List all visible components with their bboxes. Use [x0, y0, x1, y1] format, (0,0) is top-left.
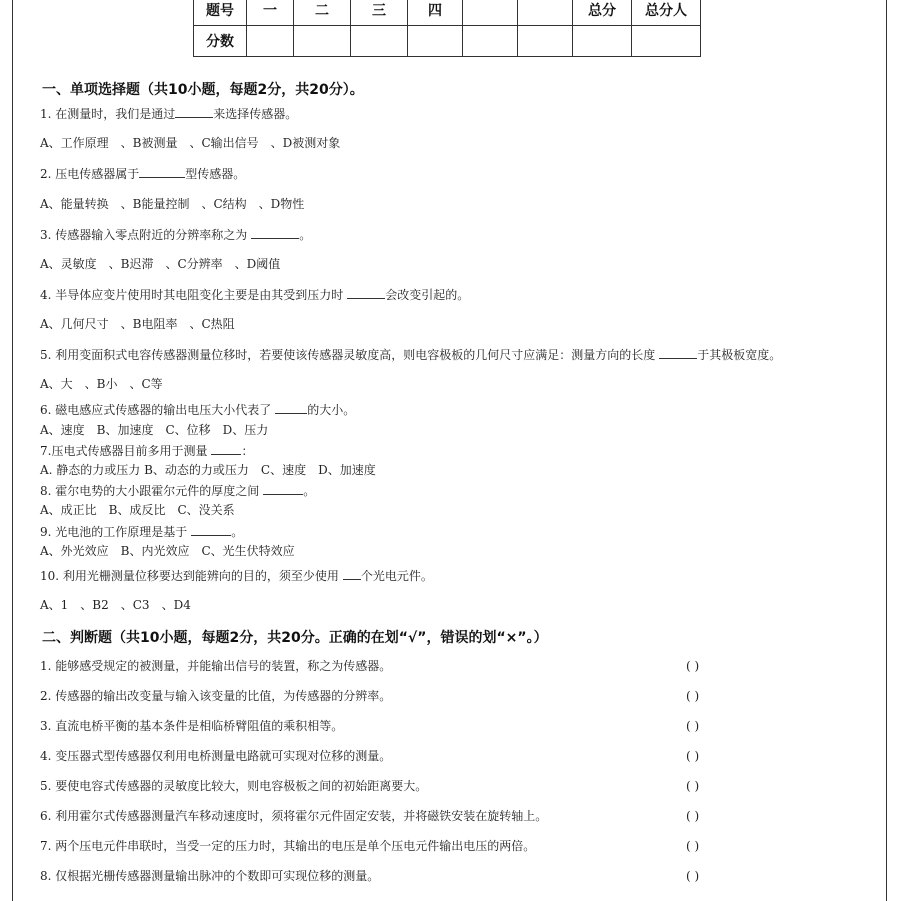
- score-row-label: 分数: [194, 26, 247, 57]
- score-cell[interactable]: [632, 26, 701, 57]
- answer-parentheses[interactable]: ( ): [686, 779, 700, 793]
- section1-heading: 一、单项选择题（共10小题，每题2分，共20分）。: [42, 82, 364, 98]
- answer-parentheses[interactable]: ( ): [686, 809, 700, 823]
- answer-parentheses[interactable]: ( ): [686, 719, 700, 733]
- judgment-item-2: 2. 传感器的输出改变量与输入该变量的比值，为传感器的分辨率。: [40, 689, 392, 703]
- score-cell[interactable]: [408, 26, 463, 57]
- answer-blank[interactable]: [251, 226, 299, 239]
- score-header-cell: 总分: [573, 0, 632, 26]
- judgment-item-1: 1. 能够感受规定的被测量，并能输出信号的装置，称之为传感器。: [40, 659, 392, 673]
- question-7-options: A. 静态的力或压力 B、动态的力或压力 C、速度 D、加速度: [40, 463, 376, 477]
- score-cell[interactable]: [573, 26, 632, 57]
- question-5: 5. 利用变面积式电容传感器测量位移时，若要使该传感器灵敏度高，则电容极板的几何尺寸应满足：测量方向的长度 于其极板宽度。: [40, 348, 782, 362]
- score-header-cell: 四: [408, 0, 463, 26]
- answer-parentheses[interactable]: ( ): [686, 839, 700, 853]
- score-header-cell: 三: [351, 0, 408, 26]
- score-header-cell: [518, 0, 573, 26]
- question-2-options: A、能量转换 、B能量控制 、C结构 、D物性: [40, 197, 305, 211]
- score-header-cell: 一: [247, 0, 294, 26]
- answer-blank[interactable]: [659, 346, 697, 359]
- answer-parentheses[interactable]: ( ): [686, 749, 700, 763]
- question-2: 2. 压电传感器属于 型传感器。: [40, 167, 246, 181]
- question-4: 4. 半导体应变片使用时其电阻变化主要是由其受到压力时 会改变引起的。: [40, 288, 470, 302]
- score-header-cell: 题号: [194, 0, 247, 26]
- question-1: 1. 在测量时，我们是通过 来选择传感器。: [40, 107, 298, 121]
- question-8-options: A、成正比 B、成反比 C、没关系: [40, 503, 235, 517]
- question-6-options: A、速度 B、加速度 C、位移 D、压力: [40, 423, 269, 437]
- score-table-header-row: [194, 0, 701, 26]
- judgment-item-4: 4. 变压器式型传感器仅利用电桥测量电路就可实现对位移的测量。: [40, 749, 392, 763]
- question-10: 10. 利用光栅测量位移要达到能辨向的目的，须至少使用 个光电元件。: [40, 569, 433, 583]
- question-1-options: A、工作原理 、B被测量 、C输出信号 、D被测对象: [40, 136, 341, 150]
- score-header-cell: 总分人: [632, 0, 701, 26]
- answer-blank[interactable]: [343, 567, 361, 580]
- score-header-cell: [463, 0, 518, 26]
- judgment-item-6: 6. 利用霍尔式传感器测量汽车移动速度时，须将霍尔元件固定安装，并将磁铁安装在旋转轴上。: [40, 809, 548, 823]
- score-cell[interactable]: [294, 26, 351, 57]
- answer-blank[interactable]: [175, 105, 213, 118]
- question-6: 6. 磁电感应式传感器的输出电压大小代表了 的大小。: [40, 403, 356, 417]
- question-4-options: A、几何尺寸 、B电阻率 、C热阻: [40, 317, 235, 331]
- judgment-item-5: 5. 要使电容式传感器的灵敏度比较大，则电容极板之间的初始距离要大。: [40, 779, 428, 793]
- judgment-item-3: 3. 直流电桥平衡的基本条件是相临桥臂阻值的乘积相等。: [40, 719, 344, 733]
- answer-parentheses[interactable]: ( ): [686, 659, 700, 673]
- question-8: 8. 霍尔电势的大小跟霍尔元件的厚度之间 。: [40, 484, 316, 498]
- left-margin-line: [12, 0, 13, 901]
- answer-blank[interactable]: [139, 165, 185, 178]
- question-3-options: A、灵敏度 、B迟滞 、C分辨率 、D阈值: [40, 257, 281, 271]
- score-table: [193, 0, 701, 57]
- score-cell[interactable]: [463, 26, 518, 57]
- score-cell[interactable]: [518, 26, 573, 57]
- score-table-score-row: [194, 26, 701, 57]
- question-5-options: A、大 、B小 、C等: [40, 377, 163, 391]
- right-margin-line: [886, 0, 887, 901]
- question-9: 9. 光电池的工作原理是基于 。: [40, 525, 244, 539]
- answer-blank[interactable]: [191, 523, 231, 536]
- judgment-item-7: 7. 两个压电元件串联时，当受一定的压力时，其输出的电压是单个压电元件输出电压的两倍。: [40, 839, 536, 853]
- answer-blank[interactable]: [263, 482, 303, 495]
- answer-blank[interactable]: [211, 442, 241, 455]
- score-cell[interactable]: [247, 26, 294, 57]
- answer-blank[interactable]: [347, 286, 385, 299]
- section2-heading: 二、判断题（共10小题，每题2分，共20分。正确的在划“√”，错误的划“×”。）: [42, 630, 548, 646]
- score-header-cell: 二: [294, 0, 351, 26]
- answer-parentheses[interactable]: ( ): [686, 689, 700, 703]
- question-3: 3. 传感器输入零点附近的分辨率称之为 。: [40, 228, 312, 242]
- question-9-options: A、外光效应 B、内光效应 C、光生伏特效应: [40, 544, 295, 558]
- score-cell[interactable]: [351, 26, 408, 57]
- answer-blank[interactable]: [275, 401, 307, 414]
- answer-parentheses[interactable]: ( ): [686, 869, 700, 883]
- question-7: 7.压电式传感器目前多用于测量 ：: [40, 444, 254, 458]
- question-10-options: A、1 、B2 、C3 、D4: [40, 598, 191, 612]
- judgment-item-8: 8. 仅根据光栅传感器测量输出脉冲的个数即可实现位移的测量。: [40, 869, 380, 883]
